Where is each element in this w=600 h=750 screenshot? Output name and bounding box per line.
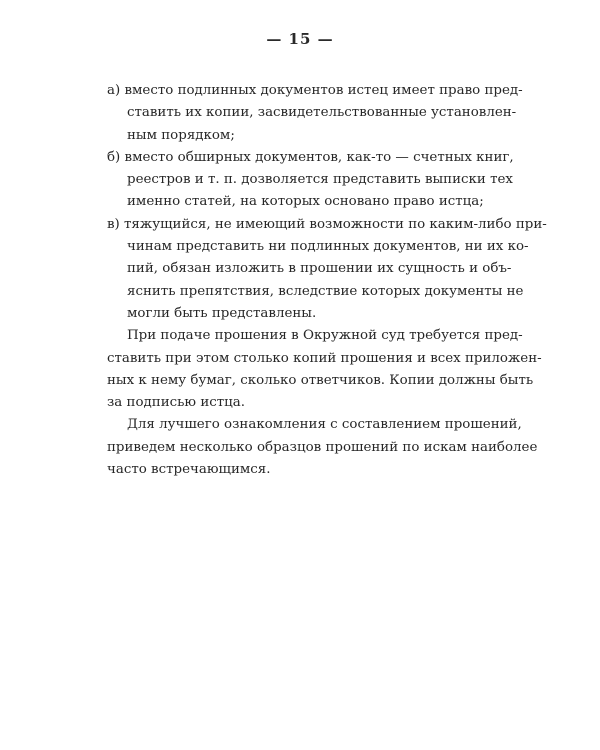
text-line: за подписью истца. xyxy=(107,395,246,411)
text-line: ных к нему бумаг, сколько ответчиков. Копии должны быть xyxy=(107,372,534,388)
text-line: б) вместо обширных документов, как-то — счетных книг, xyxy=(107,149,514,165)
text-line: именно статей, на которых основано право истца; xyxy=(127,194,484,210)
text-line: а) вместо подлинных документов истец имеет право пред- xyxy=(107,83,523,98)
text-line: часто встречающимся. xyxy=(107,462,271,478)
page-number: — 15 — xyxy=(266,30,334,48)
text-line: реестров и т. п. дозволяется представить выписки тех xyxy=(127,172,513,188)
list-item-v xyxy=(107,214,547,325)
list-item-a xyxy=(107,80,523,147)
page-body-text xyxy=(107,80,547,481)
text-line: При подаче прошения в Окружной суд требуется пред- xyxy=(127,328,523,344)
text-line: ным порядком; xyxy=(127,127,235,143)
text-line: яснить препятствия, вследствие которых документы не xyxy=(127,283,524,299)
text-line: могли быть представлены. xyxy=(127,305,317,321)
text-line: в) тяжущийся, не имеющий возможности по каким-либо при- xyxy=(107,216,547,232)
paragraph-okruzhnoy-sud xyxy=(107,325,542,414)
paragraph-obraztsy xyxy=(107,414,538,481)
list-item-b xyxy=(107,147,514,214)
text-line: приведем несколько образцов прошений по искам наиболее xyxy=(107,439,538,455)
text-line: пий, обязан изложить в прошении их сущность и объ- xyxy=(127,261,512,277)
text-line: ставить при этом столько копий прошения и всех приложен- xyxy=(107,350,542,366)
text-line: Для лучшего ознакомления с составлением прошений, xyxy=(127,417,522,433)
text-line: чинам представить ни подлинных документов, ни их ко- xyxy=(127,239,529,255)
text-line: ставить их копии, засвидетельствованные установлен- xyxy=(127,105,517,121)
